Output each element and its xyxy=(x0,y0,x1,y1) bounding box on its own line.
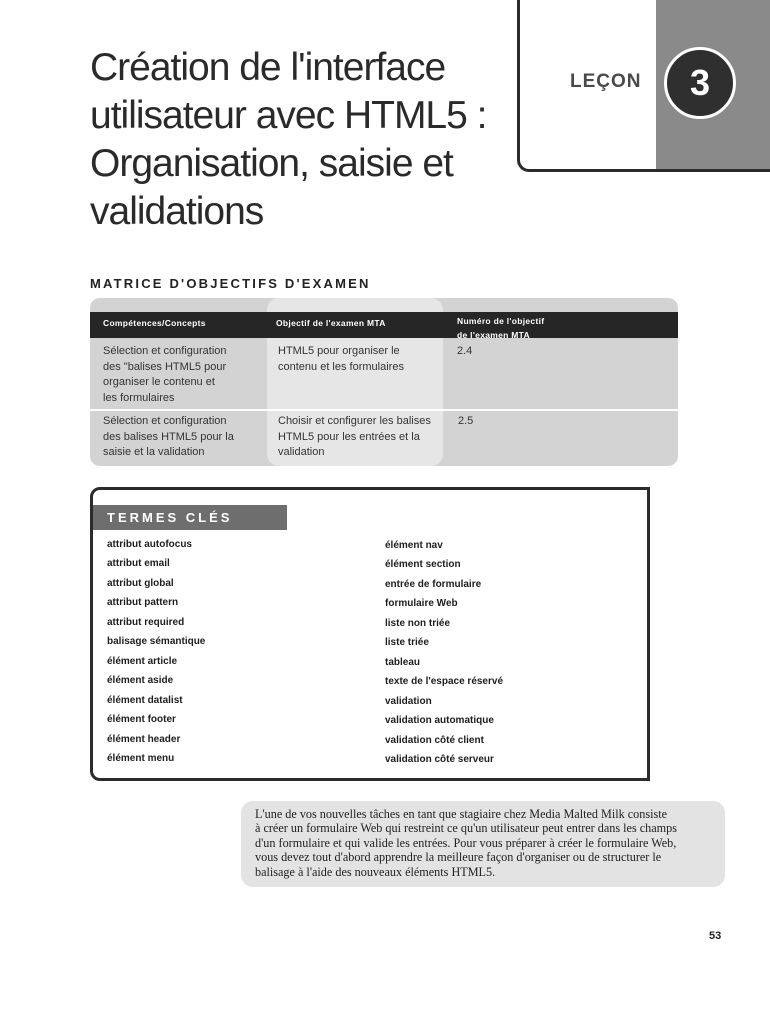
key-term: élément section xyxy=(385,559,461,570)
key-term: validation automatique xyxy=(385,715,494,726)
key-term: liste non triée xyxy=(385,618,451,629)
scenario-line: à créer un formulaire Web qui restreint ce qu'un utilisateur peut entrer dans les champs xyxy=(255,821,677,836)
cell-line: les formulaires xyxy=(103,391,175,404)
lesson-label: LEÇON xyxy=(570,71,642,92)
cell-line: Sélection et configuration xyxy=(103,415,227,427)
scenario-line: vous devez tout d'abord apprendre la meilleure façon d'organiser ou de structurer le xyxy=(255,850,662,865)
cell-line: des "balises HTML5 pour xyxy=(103,360,227,373)
key-term: validation côté serveur xyxy=(385,754,494,765)
page-number: 53 xyxy=(709,930,722,942)
key-term: balisage sémantique xyxy=(107,636,206,647)
key-term: attribut autofocus xyxy=(107,539,192,550)
title-line: utilisateur avec HTML5 : xyxy=(90,94,487,137)
header-objective: Objectif de l'examen MTA xyxy=(276,318,386,328)
key-term: élément datalist xyxy=(107,695,183,706)
scenario-line: L'une de vos nouvelles tâches en tant que stagiaire chez Media Malted Milk consiste xyxy=(255,807,668,821)
title-line: Création de l'interface xyxy=(90,46,446,89)
lesson-tab xyxy=(517,0,770,172)
cell-line: organiser le contenu et xyxy=(103,376,215,388)
cell-line: HTML5 pour organiser le xyxy=(278,345,400,357)
key-term: attribut required xyxy=(107,617,185,628)
scenario-box xyxy=(241,801,725,887)
page-title xyxy=(90,44,520,236)
key-term: liste triée xyxy=(385,637,429,648)
title-line: Organisation, saisie et xyxy=(90,142,453,185)
row2-objective xyxy=(278,414,431,461)
key-terms-heading: TERMES CLÉS xyxy=(93,505,287,530)
key-term: élément menu xyxy=(107,753,175,764)
key-term: élément nav xyxy=(385,540,443,551)
key-term: entrée de formulaire xyxy=(385,579,482,590)
title-line: validations xyxy=(90,190,264,233)
key-term: texte de l'espace réservé xyxy=(385,676,504,687)
objectives-matrix xyxy=(90,298,678,466)
key-term: validation xyxy=(385,696,432,707)
key-term: élément footer xyxy=(107,714,176,725)
cell-line: Choisir et configurer les balises xyxy=(278,415,431,427)
row1-number: 2.4 xyxy=(457,345,473,357)
row1-competence xyxy=(103,344,227,406)
scenario-line: balisage à l'aide des nouveaux éléments HTML5. xyxy=(255,864,496,879)
header-number-line: de l'examen MTA xyxy=(457,330,530,340)
key-term: élément article xyxy=(107,656,178,667)
cell-line: saisie et la validation xyxy=(103,446,205,458)
key-term: attribut global xyxy=(107,578,174,589)
row1-objective xyxy=(278,344,404,375)
cell-line: HTML5 pour les entrées et la xyxy=(278,430,420,443)
lesson-number: 3 xyxy=(664,47,736,119)
key-term: formulaire Web xyxy=(385,598,458,609)
scenario-line: d'un formulaire et qui valide les entrées. Pour vous préparer à créer le formulaire Web, xyxy=(255,835,677,850)
key-term: élément header xyxy=(107,734,181,745)
cell-line: contenu et les formulaires xyxy=(278,360,404,373)
header-number xyxy=(457,314,544,342)
key-term: tableau xyxy=(385,657,421,668)
cell-line: validation xyxy=(278,446,325,458)
header-number-line: Numéro de l'objectif xyxy=(457,316,545,326)
row2-number: 2.5 xyxy=(458,415,474,427)
key-term: élément aside xyxy=(107,675,174,686)
matrix-heading: MATRICE D'OBJECTIFS D'EXAMEN xyxy=(90,276,371,291)
key-term: attribut pattern xyxy=(107,597,179,608)
key-term: attribut email xyxy=(107,558,170,569)
row-divider xyxy=(90,409,678,411)
cell-line: des balises HTML5 pour la xyxy=(103,430,234,443)
header-competences: Compétences/Concepts xyxy=(103,318,206,328)
key-term: validation côté client xyxy=(385,735,484,746)
row2-competence xyxy=(103,414,234,461)
cell-line: Sélection et configuration xyxy=(103,345,227,357)
